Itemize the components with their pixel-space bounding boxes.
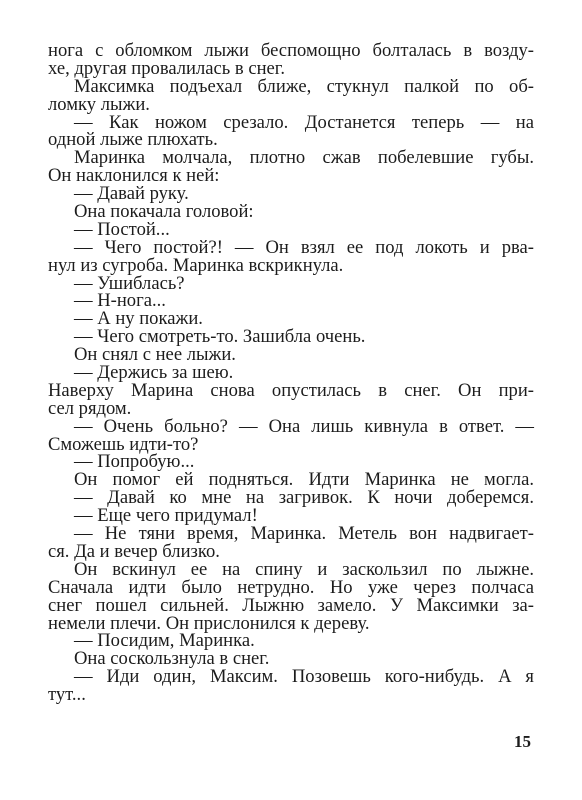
text-line: нога с обломком лыжи беспомощно болталась в возду- bbox=[48, 40, 534, 61]
text-line: нул из сугроба. Маринка вскрикнула. bbox=[48, 254, 344, 276]
text-line: Она покачала головой: bbox=[74, 201, 254, 223]
text-line: Он снял с нее лыжи. bbox=[74, 344, 236, 366]
text-line: — Попробую... bbox=[74, 451, 195, 473]
book-page-text bbox=[48, 42, 534, 704]
text-line: Он помог ей подняться. Идти Маринка не могла. bbox=[74, 469, 534, 491]
text-line: ся. Да и вечер близко. bbox=[48, 540, 220, 562]
text-line: Маринка молчала, плотно сжав побелевшие губы. bbox=[74, 147, 534, 169]
text-line: — Н-нога... bbox=[74, 290, 166, 312]
text-line: — Чего смотреть-то. Зашибла очень. bbox=[74, 326, 366, 348]
text-line: снег пошел сильней. Лыжню замело. У Максимки за- bbox=[48, 594, 534, 616]
text-line: Наверху Марина снова опустилась в снег. Он при- bbox=[48, 379, 534, 401]
text-line: одной лыже плюхать. bbox=[48, 129, 218, 151]
page-number: 15 bbox=[514, 732, 531, 751]
text-line: — Держись за шею. bbox=[74, 362, 234, 384]
text-line: — Посидим, Маринка. bbox=[74, 630, 255, 652]
text-line: ломку лыжи. bbox=[48, 93, 150, 115]
text-line: — Ушиблась? bbox=[74, 272, 185, 294]
text-line: Максимка подъехал ближе, стукнул палкой по об- bbox=[74, 75, 534, 97]
text-line: тут... bbox=[48, 684, 86, 706]
text-line: — Постой... bbox=[74, 218, 170, 240]
text-line: — Иди один, Максим. Позовешь кого-нибудь. А я bbox=[74, 666, 534, 688]
text-line: Он наклонился к ней: bbox=[48, 165, 220, 187]
text-line: Сможешь идти-то? bbox=[48, 433, 199, 455]
text-line: — Еще чего придумал! bbox=[74, 505, 258, 527]
text-line: — Очень больно? — Она лишь кивнула в ответ. — bbox=[74, 415, 534, 437]
text-line: Она соскользнула в снег. bbox=[74, 648, 270, 670]
text-line: — Как ножом срезало. Достанется теперь — на bbox=[74, 111, 534, 133]
text-line: немели плечи. Он прислонился к дереву. bbox=[48, 612, 370, 634]
text-line: Сначала идти было нетрудно. Но уже через полчаса bbox=[48, 576, 534, 598]
text-line: — Давай руку. bbox=[74, 183, 189, 205]
text-line: — Чего постой?! — Он взял ее под локоть и рва- bbox=[74, 236, 534, 258]
text-line: Он вскинул ее на спину и заскользил по лыжне. bbox=[74, 558, 534, 580]
text-line: — Не тяни время, Маринка. Метель вон надвигает- bbox=[74, 523, 534, 545]
text-line: — А ну покажи. bbox=[74, 308, 203, 330]
text-line: — Давай ко мне на загривок. К ночи доберемся. bbox=[74, 487, 534, 509]
text-line: хе, другая провалилась в снег. bbox=[48, 57, 285, 79]
text-line: сел рядом. bbox=[48, 397, 132, 419]
